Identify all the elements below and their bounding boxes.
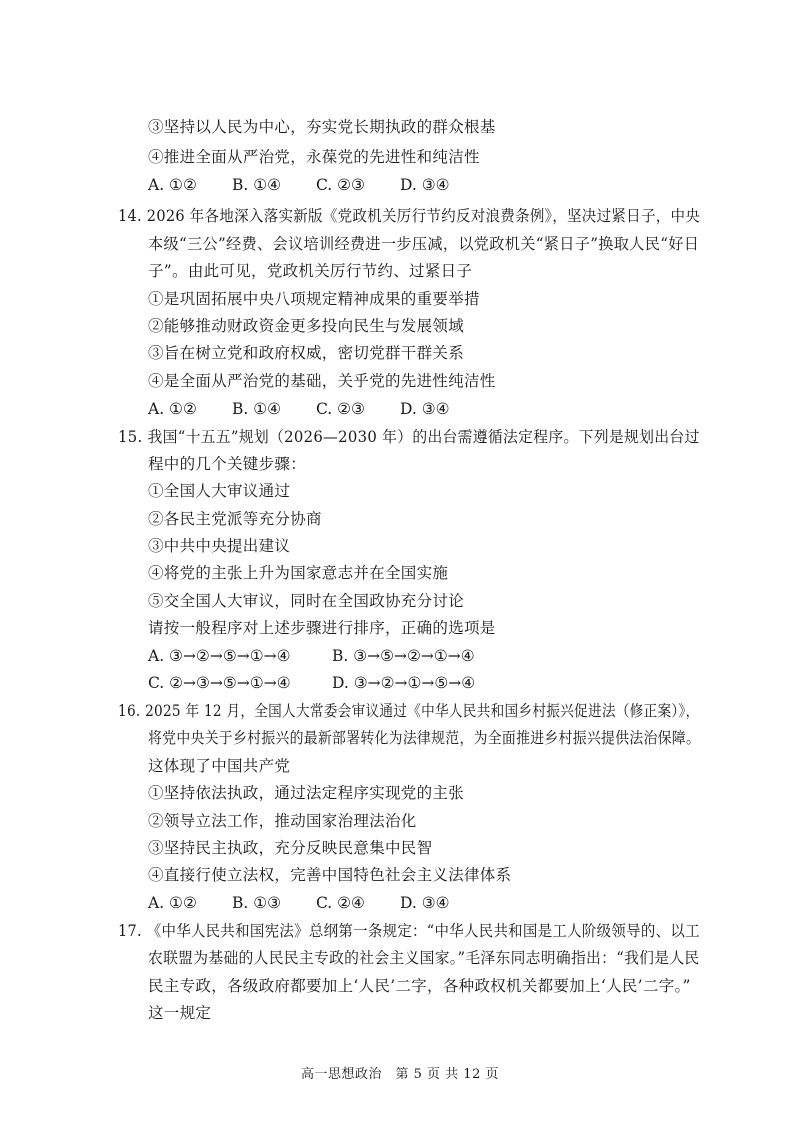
q15-option-b: B. ③→⑤→②→①→④ [332,647,475,665]
q14-option-b: B. ①④ [232,400,282,418]
q16-item-4: ④直接行使立法权，完善中国特色社会主义法律体系 [148,866,512,884]
q17-stem-line-1: 17. 《中华人民共和国宪法》总纲第一条规定：“中华人民共和国是工人阶级领导的、以工 [118,922,700,940]
q14-item-1: ①是巩固拓展中央八项规定精神成果的重要举措 [148,290,480,308]
q14-option-c: C. ②③ [316,400,365,418]
q13-option-c: C. ②③ [316,176,365,194]
q15-item-2: ②各民主党派等充分协商 [148,510,322,528]
q17-stem-line-2: 农联盟为基础的人民民主专政的社会主义国家。”毛泽东同志明确指出：“我们是人民 [148,949,700,967]
q16-option-c: C. ②④ [316,894,365,912]
page-footer: 高一思想政治 第 5 页 共 12 页 [301,1067,499,1082]
q14-option-a: A. ①② [148,400,197,418]
q15-stem-line-1: 15. 我国“十五五”规划（2026—2030 年）的出台需遵循法定程序。下列是规划出台过 [118,428,700,446]
q15-stem-line-2: 程中的几个关键步骤： [148,455,307,473]
q16-option-b: B. ①③ [232,894,282,912]
q13-option-b: B. ①④ [232,176,282,194]
q15-item-3: ③中共中央提出建议 [148,537,291,555]
q15-options-row-1 [148,645,548,667]
q13-option-d: D. ③④ [400,176,450,194]
q16-option-a: A. ①② [148,894,197,912]
q16-stem-line-3: 这体现了中国共产党 [148,757,291,775]
q13-options [148,174,468,196]
q14-item-4: ④是全面从严治党的基础，关乎党的先进性纯洁性 [148,372,496,390]
q15-option-d: D. ③→②→①→⑤→④ [332,674,476,692]
q14-stem-line-1: 14. 2026 年各地深入落实新版《党政机关厉行节约反对浪费条例》，坚决过紧日子，中央 [118,207,701,225]
q15-options-row-2 [148,672,548,694]
q13-item-3: ③坚持以人民为中心，夯实党长期执政的群众根基 [148,118,496,136]
q13-option-a: A. ①② [148,176,197,194]
q16-option-d: D. ③④ [400,894,450,912]
q14-option-d: D. ③④ [400,400,450,418]
q15-item-5: ⑤交全国人大审议，同时在全国政协充分讨论 [148,592,465,610]
q16-item-1: ①坚持依法执政，通过法定程序实现党的主张 [148,784,465,802]
q15-item-1: ①全国人大审议通过 [148,482,291,500]
q13-item-4: ④推进全面从严治党，永葆党的先进性和纯洁性 [148,148,480,166]
q14-item-3: ③旨在树立党和政府权威，密切党群干群关系 [148,344,465,362]
q16-options [148,892,468,914]
q15-item-4: ④将党的主张上升为国家意志并在全国实施 [148,564,449,582]
q16-item-3: ③坚持民主执政，充分反映民意集中民智 [148,839,433,857]
q14-stem-line-2: 本级“三公”经费、会议培训经费进一步压减，以党政机关“紧日子”换取人民“好日 [148,235,700,253]
q16-stem-line-2: 将党中央关于乡村振兴的最新部署转化为法律规范，为全面推进乡村振兴提供法治保障。 [148,729,701,747]
q14-options [148,398,468,420]
q14-item-2: ②能够推动财政资金更多投向民生与发展领域 [148,317,465,335]
q16-stem-line-1: 16. 2025 年 12 月，全国人大常委会审议通过《中华人民共和国乡村振兴促进法（修正案）》， [118,702,700,720]
q15-option-c: C. ②→③→⑤→①→④ [148,674,291,692]
q15-prompt: 请按一般程序对上述步骤进行排序，正确的选项是 [148,619,496,637]
q14-stem-line-3: 子”。由此可见，党政机关厉行节约、过紧日子 [148,262,473,280]
q15-option-a: A. ③→②→⑤→①→④ [148,647,291,665]
q16-item-2: ②领导立法工作，推动国家治理法治化 [148,812,417,830]
q17-stem-line-3: 民主专政，各级政府都要加上‘人民’二字，各种政权机关都要加上‘人民’二字。” [148,977,691,995]
q17-stem-line-4: 这一规定 [148,1004,212,1022]
